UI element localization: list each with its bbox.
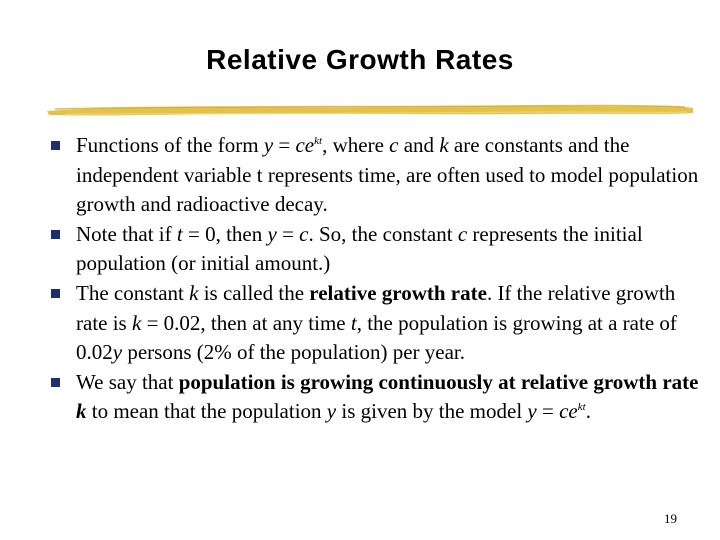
square-bullet-icon <box>51 289 60 298</box>
square-bullet-icon <box>51 230 60 239</box>
bullet-item-2: Note that if t = 0, then y = c. So, the constant c represents the initial population (or initial amount.) <box>48 220 708 279</box>
slide-title: Relative Growth Rates <box>206 44 514 75</box>
bullet-list <box>48 131 708 427</box>
square-bullet-icon <box>51 378 60 387</box>
bullet-item-3: The constant k is called the relative growth rate. If the relative growth rate is k = 0.02, then at any time t, the population is growing at a rate of 0.02y persons (2% of the population) per year. <box>48 279 708 368</box>
bullet-item-4: We say that population is growing continuously at relative growth rate k to mean that the population y is given by the model $y = ce^{kt}$. <box>48 368 708 427</box>
square-bullet-icon <box>51 141 60 150</box>
title-underline-brushstroke <box>45 99 695 121</box>
page-number: 19 <box>664 511 677 526</box>
bullet-item-1: Functions of the form $y = ce^{kt}$, where c and k are constants and the independent variable t represents time, are often used to model population growth and radioactive decay. <box>48 131 708 220</box>
